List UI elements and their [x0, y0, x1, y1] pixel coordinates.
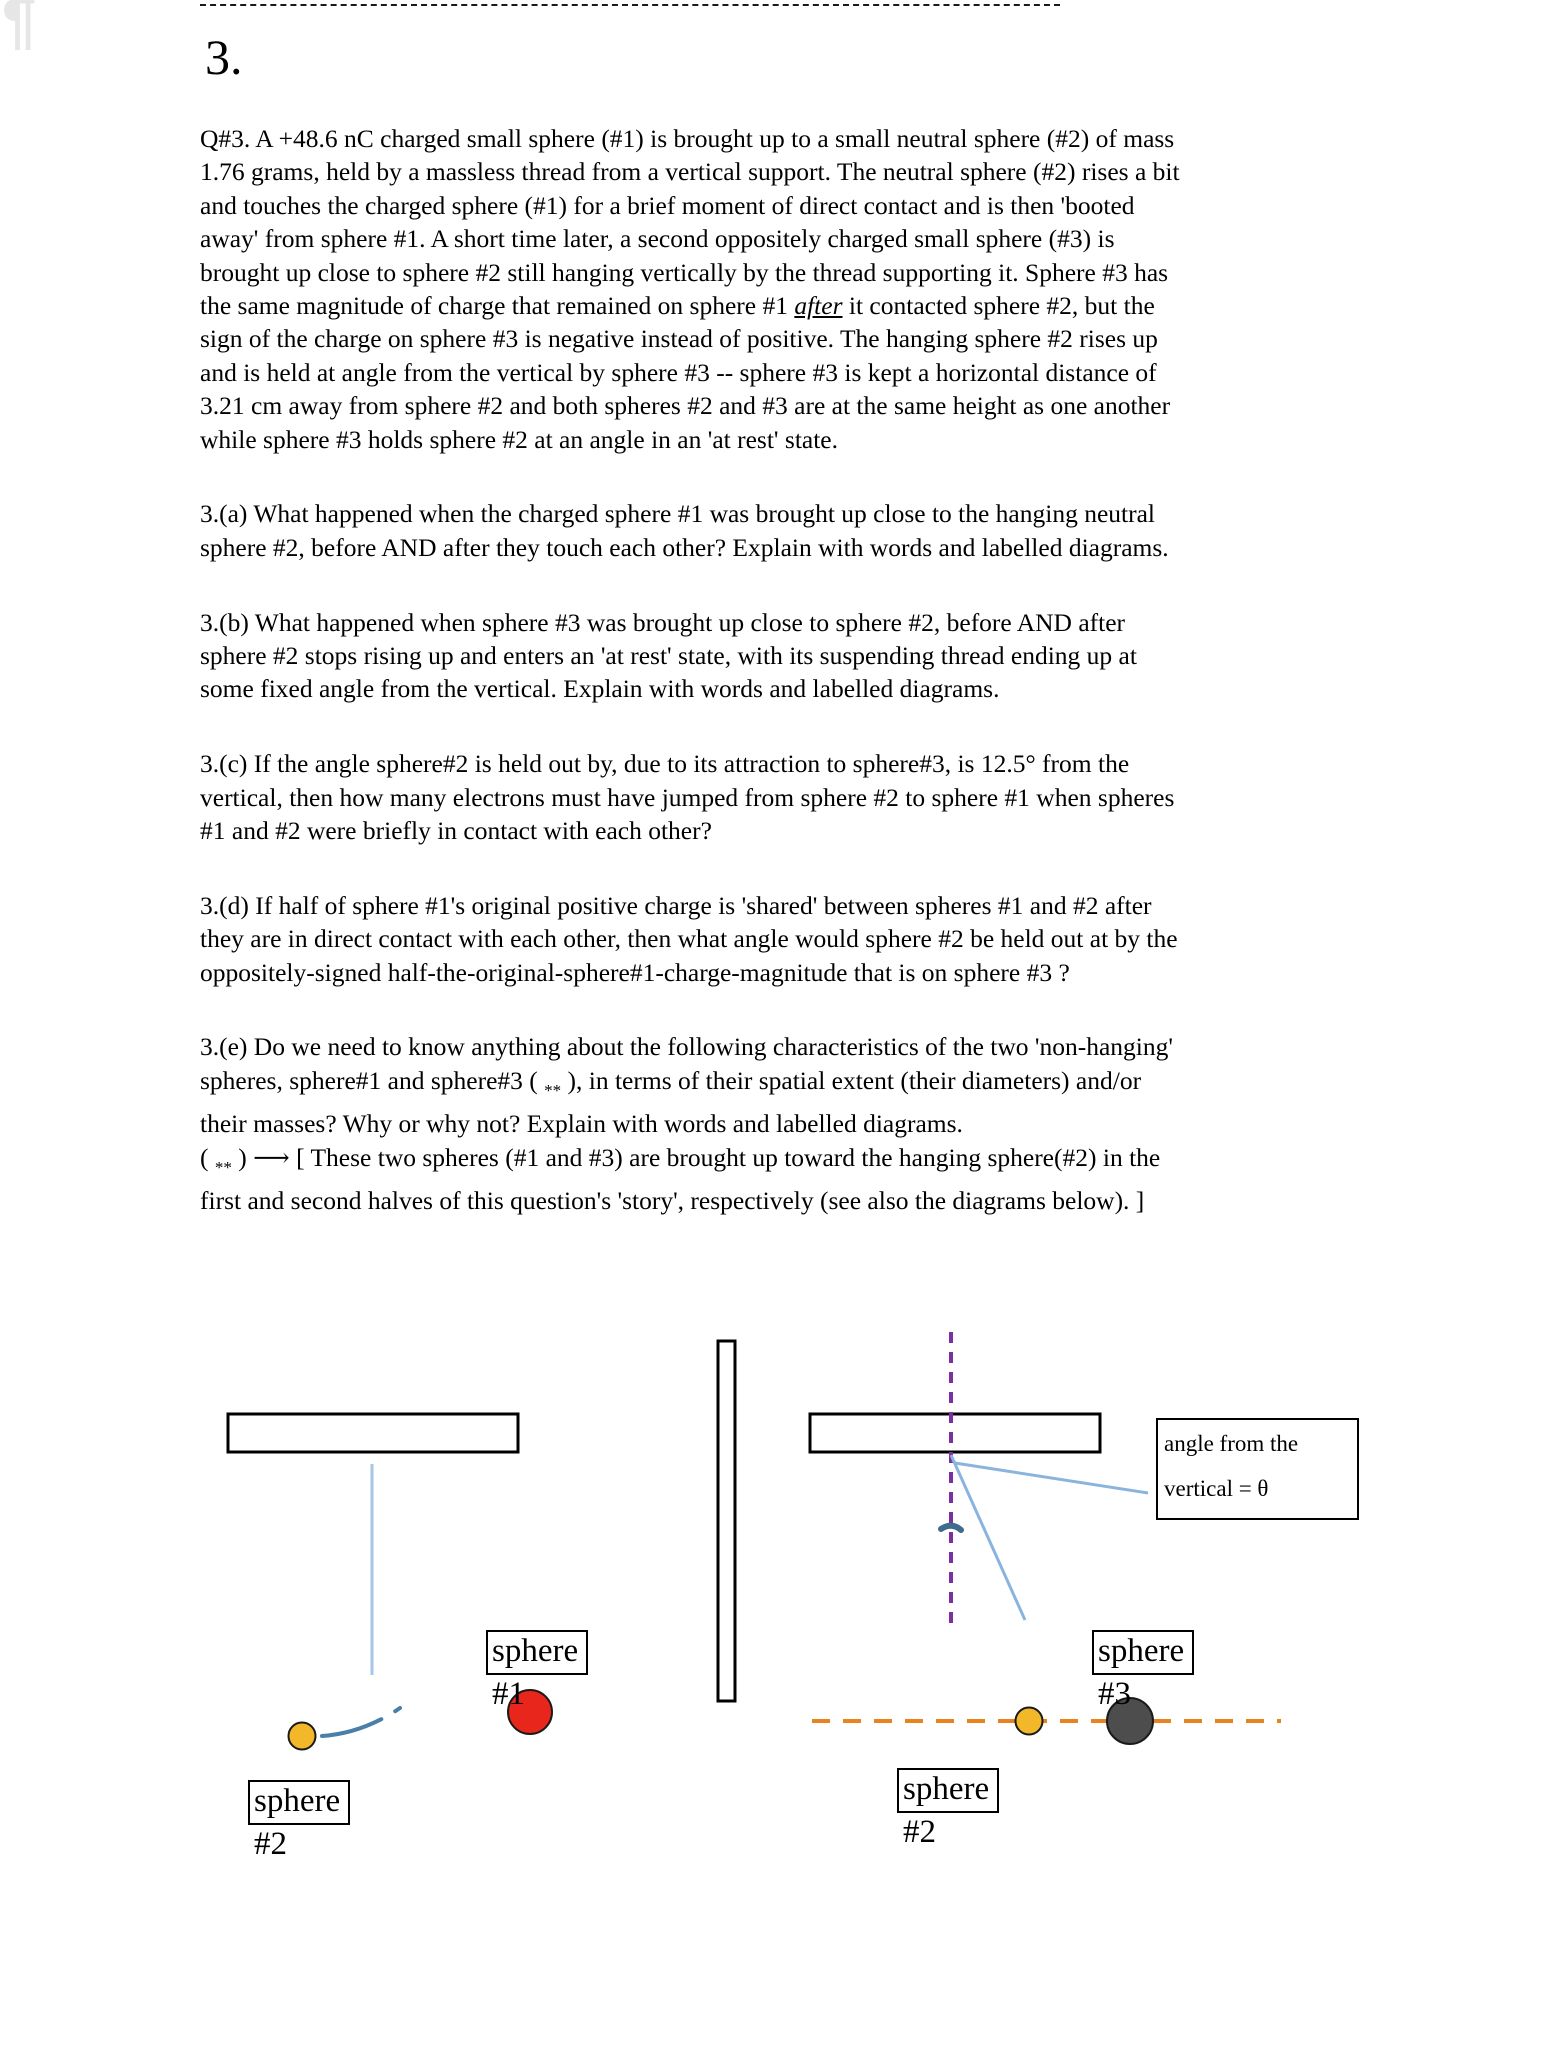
- left-ceiling-support-bar: [228, 1414, 518, 1452]
- prompt-line-2: 1.76 grams, held by a massless thread from a vertical support. The neutral sphere (#2) rises a bit: [200, 157, 1180, 187]
- question-number: 3.: [205, 29, 243, 85]
- part-a-paragraph: [200, 497, 1295, 564]
- left-sphere-2-dot: [289, 1723, 316, 1750]
- part-d-line-2: they are in direct contact with each other, then what angle would sphere #2 be held out at by the: [200, 924, 1178, 954]
- part-e-line-4-close: ): [231, 1142, 254, 1172]
- spacer: [200, 881, 1295, 889]
- prompt-line-3: and touches the charged sphere (#1) for a brief moment of direct contact and is then 'booted: [200, 190, 1135, 220]
- prompt-line-9: 3.21 cm away from sphere #2 and both spheres #2 and #3 are at the same height as one another: [200, 391, 1171, 421]
- prompt-line-4: away' from sphere #1. A short time later, a second oppositely charged small sphere (#3) is: [200, 224, 1115, 254]
- right-sphere-2-label-number: #2: [903, 1813, 936, 1850]
- part-b-line-1: 3.(b) What happened when sphere #3 was brought up close to sphere #2, before AND after: [200, 607, 1126, 637]
- top-divider-rule: [200, 4, 1060, 6]
- prompt-line-10: while sphere #3 holds sphere #2 at an angle in an 'at rest' state.: [200, 424, 838, 454]
- part-b-line-2: sphere #2 stops rising up and enters an 'at rest' state, with its suspending thread ending up at: [200, 641, 1137, 671]
- diagrams-area: [0, 1330, 1549, 2055]
- angle-callout-box: [1156, 1418, 1359, 1520]
- part-a-line-2: sphere #2, before AND after they touch each other? Explain with words and labelled diagrams.: [200, 532, 1169, 562]
- left-sphere-2-label: [248, 1780, 350, 1863]
- right-sphere-3-label: [1092, 1630, 1194, 1713]
- spacer: [200, 706, 1295, 739]
- angle-callout-line-1: angle from the: [1164, 1431, 1299, 1456]
- right-diagram-group: [718, 1332, 1281, 1744]
- part-b-line-3: some fixed angle from the vertical. Explain with words and labelled diagrams.: [200, 674, 1000, 704]
- left-sphere-1-label: [486, 1630, 588, 1713]
- right-ceiling-support-bar: [810, 1414, 1100, 1452]
- spacer: [200, 489, 1295, 497]
- right-massless-thread: [951, 1455, 1025, 1620]
- right-sphere-3-label-number: #3: [1098, 1675, 1131, 1712]
- spacer: [200, 598, 1295, 606]
- spacer: [200, 564, 1295, 597]
- prompt-paragraph: [200, 122, 1295, 456]
- part-e-line-1: 3.(e) Do we need to know anything about the following characteristics of the two 'non-hanging': [200, 1032, 1173, 1062]
- question-body: [200, 122, 1295, 1218]
- prompt-line-8: and is held at angle from the vertical by sphere #3 -- sphere #3 is kept a horizontal distance of: [200, 357, 1157, 387]
- left-sphere-1-label-number: #1: [492, 1675, 525, 1712]
- part-e-line-4-open: (: [200, 1142, 215, 1172]
- prompt-line-7: sign of the charge on sphere #3 is negative instead of positive. The hanging sphere #2 rises up: [200, 324, 1158, 354]
- spacer: [200, 989, 1295, 1022]
- part-c-line-3: #1 and #2 were briefly in contact with each other?: [200, 816, 712, 846]
- spacer: [200, 847, 1295, 880]
- left-sphere-1-label-box: sphere: [486, 1630, 588, 1675]
- left-sphere-2-label-number: #2: [254, 1825, 287, 1862]
- right-sphere-2-label-box: sphere: [897, 1768, 999, 1813]
- part-e-line-2a: spheres, sphere#1 and sphere#3 (: [200, 1065, 545, 1095]
- emphasis-after: after: [794, 291, 843, 321]
- left-sphere-2-label-box: sphere: [248, 1780, 350, 1825]
- vertical-support-post: [718, 1341, 735, 1701]
- part-e-paragraph: [200, 1030, 1295, 1217]
- page-watermark-glyph: ¶: [2, 0, 31, 56]
- angle-callout-leader-line: [955, 1463, 1148, 1493]
- part-e-line-2b: ), in terms of their spatial extent (their diameters) and/or: [561, 1065, 1142, 1095]
- spacer: [200, 456, 1295, 489]
- right-sphere-2-label: [897, 1768, 999, 1851]
- part-c-line-1: 3.(c) If the angle sphere#2 is held out by, due to its attraction to sphere#3, is 12.5° from the: [200, 749, 1130, 779]
- part-c-paragraph: [200, 747, 1295, 847]
- spacer: [200, 1022, 1295, 1030]
- part-e-line-3: their masses? Why or why not? Explain with words and labelled diagrams.: [200, 1109, 963, 1139]
- part-d-paragraph: [200, 889, 1295, 989]
- spacer: [200, 739, 1295, 747]
- prompt-line-6b: it contacted sphere #2, but the: [842, 291, 1155, 321]
- footnote-marker: **: [544, 1081, 562, 1101]
- part-a-line-1: 3.(a) What happened when the charged sphere #1 was brought up close to the hanging neutral: [200, 499, 1156, 529]
- part-e-line-4-text: [ These two spheres (#1 and #3) are brought up toward the hanging sphere(#2) in the: [289, 1142, 1161, 1172]
- right-sphere-2-dot: [1016, 1708, 1043, 1735]
- angle-arc-marker: [941, 1526, 961, 1530]
- left-deflection-arc: [322, 1708, 400, 1736]
- angle-callout-line-2: vertical = θ: [1164, 1475, 1269, 1501]
- prompt-line-6a: the same magnitude of charge that remained on sphere #1: [200, 291, 795, 321]
- part-b-paragraph: [200, 606, 1295, 706]
- part-d-line-1: 3.(d) If half of sphere #1's original positive charge is 'shared' between spheres #1 and #2 after: [200, 890, 1152, 920]
- right-sphere-3-label-box: sphere: [1092, 1630, 1194, 1675]
- part-e-line-5: first and second halves of this question's 'story', respectively (see also the diagrams below). ]: [200, 1186, 1145, 1216]
- part-c-line-2: vertical, then how many electrons must have jumped from sphere #2 to sphere #1 when spheres: [200, 782, 1175, 812]
- part-d-line-3: oppositely-signed half-the-original-sphere#1-charge-magnitude that is on sphere #3 ?: [200, 957, 1070, 987]
- right-arrow-icon: ⟶: [253, 1142, 290, 1172]
- prompt-line-5: brought up close to sphere #2 still hanging vertically by the thread supporting it. Sphere #3 has: [200, 257, 1169, 287]
- footnote-marker: **: [214, 1157, 232, 1177]
- prompt-line-1: Q#3. A +48.6 nC charged small sphere (#1) is brought up to a small neutral sphere (#2) of mass: [200, 124, 1175, 153]
